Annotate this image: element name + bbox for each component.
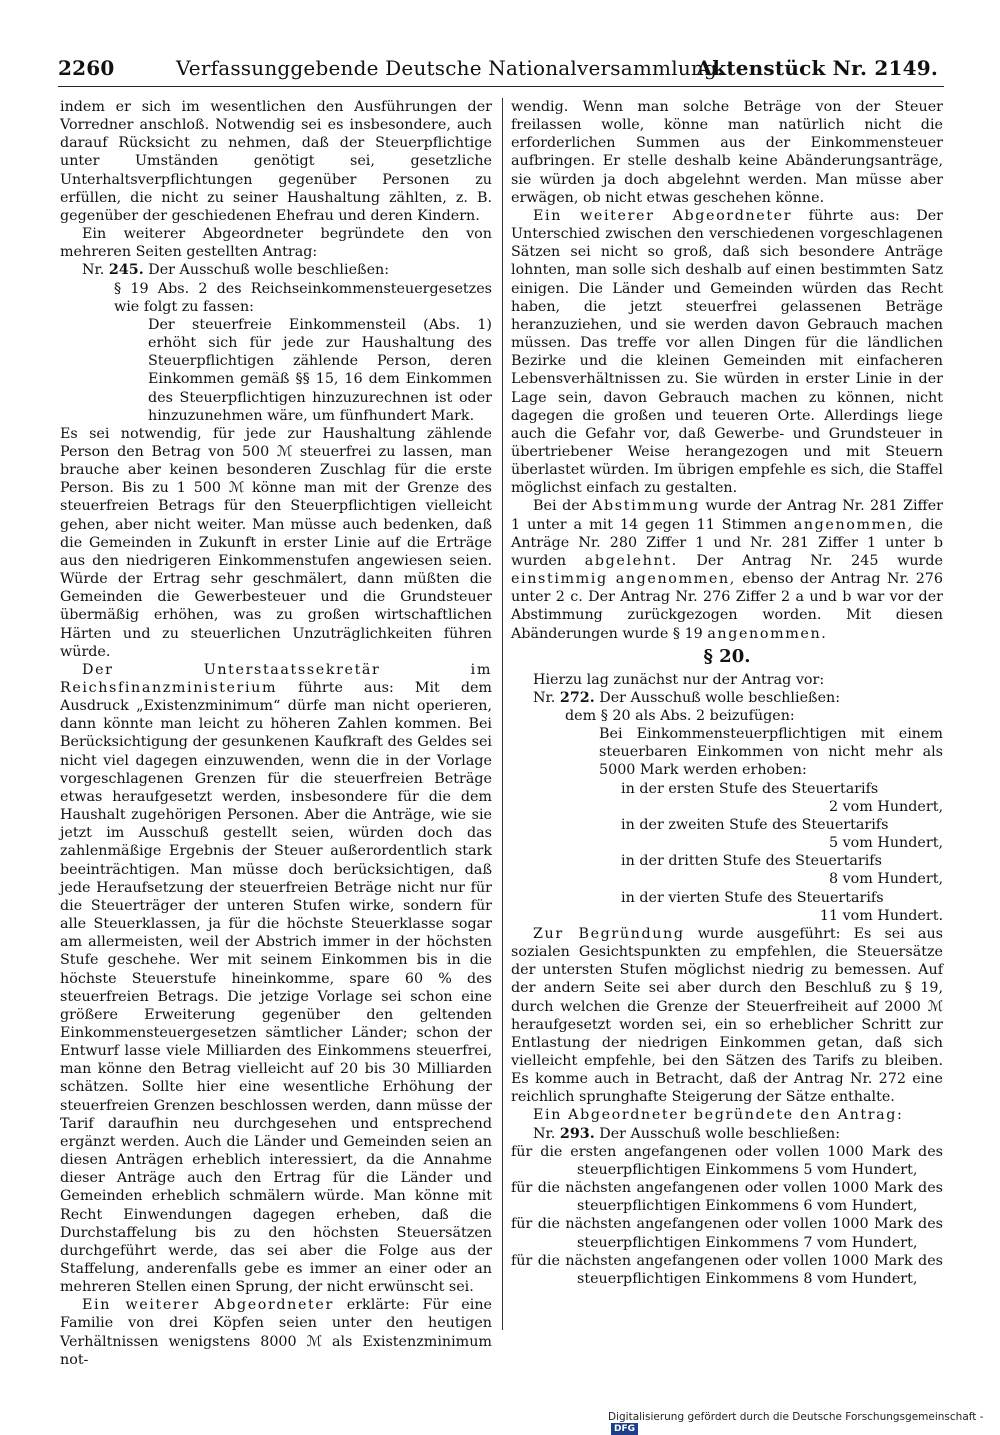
paragraph-text: wurde ausgeführt: Es sei aus sozialen Gesichtspunkten zu empfehlen, die Steuersätze der untersten Stufen möglichst niedrig zu bemessen. Auf der andern Seite sei aber durch den Beschluß zu § 19, durch welchen die Grenze der Steuerfreiheit auf 2000 ℳ heraufgesetzt worden sei, ein so erheblicher Schritt zur Entlastung der niedrigen Einkommen getan, daß sich vielleicht empfehle, bei den Sätzen des Tarifs zu bleiben. Es komme auch in Betracht, daß der Antrag Nr. 272 eine reichlich sprunghafte Steigerung der Sätze enthalte. bbox=[511, 925, 943, 1106]
motion-293-heading bbox=[511, 1125, 943, 1143]
text: wurde der Antrag Nr. 281 Ziffer 1 unter a mit 14 gegen 11 Stimmen bbox=[511, 498, 943, 533]
paragraph-text: führte aus: Mit dem Ausdruck „Existenzminimum“ dürfe man nicht operieren, dann könnte man leicht zu höheren Zahlen kommen. Bei Berücksichtigung der gesunkenen Kaufkraft des Geldes sei nicht viel dagegen einzuwenden, wenn die in der Vorlage vorgeschlagenen Grenzen für die steuerfreien Beträge etwas heraufgesetzt werden, insbesondere für die dem Haushalt zugehörigen Personen. Aber die Anträge, wie sie jetzt im Ausschuß gestellt seien, würden doch das zahlenmäßige Ergebnis der Steuer außerordentlich stark beeinträchtigen. Man müsse doch berücksichtigen, daß jede Heraufsetzung der steuerfreien Beträge nicht nur für die Steuerträger der unteren Stufen wirke, sondern für alle Steuerklassen, ja für die höchste Steuerklasse sogar am allermeisten, weil der Abstrich immer in der höchsten Stufe geschehe. Wer mit seinem Einkommen bis in die höchste Steuerstufe hineinkomme, spare 60 % des steuerfreien Betrags. Die jetzige Vorlage sei schon eine größere Erweiterung gegenüber den geltenden Einkommensteuergesetzen sämtlicher Länder; schon der Entwurf lasse viele Milliarden des Einkommens steuerfrei, man könne den Betrag vielleicht auf 20 bis 30 Milliarden schätzen. Sollte hier eine wesentliche Erhöhung der steuerfreien Grenzen beschlossen werden, dann müsse der Tarif daraufhin neu durchgesehen und entsprechend ergänzt werden. Auch die Länder und Gemeinden seien an diesen Anträgen erheblich interessiert, da die Annahme dieser Anträge auch den Ertrag für die Länder und Gemeinden erheblich schmälern würde. Man könne mit Recht Einwendungen dagegen erheben, daß die Durchstaffelung bis zu den höchsten Steuersätzen durchgeführt werde, das sei aber die Folge aus der Staffelung, anderenfalls gebe es immer an einer oder an mehreren Stellen einen Sprung, der nicht erwünscht sei. bbox=[60, 680, 492, 1296]
section-heading: § 20. bbox=[703, 645, 751, 667]
left-column bbox=[60, 98, 492, 1369]
vote-paragraph bbox=[511, 497, 943, 642]
text: ebenso der Antrag Nr. 276 unter 2 c. Der Antrag Nr. 276 Ziffer 2 a und b war vor der Abstimmung zurückgezogen worden. Mit diesen Abänderungen wurde § 19 bbox=[511, 571, 944, 642]
header-title: Verfassunggebende Deutsche Nationalversammlung. bbox=[176, 56, 724, 80]
motion-272-clause: dem § 20 als Abs. 2 beizufügen: bbox=[565, 708, 795, 724]
bracket-list bbox=[511, 1143, 943, 1288]
right-column bbox=[511, 98, 943, 1288]
paragraph: wendig. Wenn man solche Beträge von der Steuer freilassen wolle, könne man natürlich nicht die erforderlichen Summen aus der Einkommensteuer aufbringen. Er stelle deshalb keine Abänderungsanträge, sie würden ja doch abgelehnt werden. Man müsse aber erwägen, ob nicht etwas geschehen könne. bbox=[511, 99, 943, 206]
rate-stage: in der ersten Stufe des Steuertarifs bbox=[621, 780, 879, 797]
motion-number: 293. bbox=[559, 1125, 595, 1142]
motion-245-body: Der steuerfreie Einkommensteil (Abs. 1) erhöht sich für jede zur Haushaltung des Steuerpflichtigen zählende Person, deren Einkommen gemäß §§ 15, 16 dem Einkommen des Steuerpflichtigen hinzuzurechnen ist oder hinzuzunehmen wäre, um fünfhundert Mark. bbox=[148, 316, 492, 424]
speaker: Ein weiterer Abgeordneter bbox=[533, 207, 793, 224]
paragraph: Ein Abgeordneter begründete den Antrag: bbox=[533, 1107, 904, 1124]
motion-text: Der Ausschuß wolle beschließen: bbox=[599, 1125, 841, 1142]
bracket-item: für die nächsten angefangenen oder vollen 1000 Mark des steuerpflichtigen Einkommens 6 vom Hundert, bbox=[511, 1180, 943, 1215]
paragraph bbox=[60, 1296, 492, 1369]
paragraph: indem er sich im wesentlichen den Ausführungen der Vorredner anschloß. Notwendig sei es insbesondere, auch darauf Rücksicht zu nehmen, daß der Steuerpflichtige unter Umständen genötigt sei, gesetzliche Unterhaltsverpflichtungen gegenüber Personen zu erfüllen, die nicht zu seiner Haushaltung zählten, z. B. gegenüber der geschiedenen Ehefrau und deren Kindern. bbox=[60, 99, 492, 224]
rate-stage: in der dritten Stufe des Steuertarifs bbox=[621, 853, 882, 870]
rate-value: 11 vom Hundert. bbox=[819, 907, 943, 924]
result-word: angenommen, bbox=[793, 516, 914, 533]
paragraph bbox=[511, 207, 943, 498]
paragraph-text: erklärte: Für eine Familie von drei Köpfen seien unter den heutigen Verhältnissen wenigstens 8000 ℳ als Existenzminimum not- bbox=[60, 1297, 493, 1368]
text: Bei der bbox=[533, 498, 587, 515]
speaker: Ein weiterer Abgeordneter bbox=[82, 1297, 334, 1314]
bracket-item: für die ersten angefangenen oder vollen 1000 Mark des steuerpflichtigen Einkommens 5 vom Hundert, bbox=[511, 1143, 943, 1178]
motion-272-body: Bei Einkommensteuerpflichtigen mit einem steuerbaren Einkommen von nicht mehr als 5000 Mark werden erhoben: bbox=[599, 726, 943, 779]
rate-value: 2 vom Hundert, bbox=[828, 798, 943, 815]
paragraph bbox=[60, 661, 492, 1296]
motion-prefix: Nr. bbox=[533, 1125, 556, 1142]
motion-245-clause: § 19 Abs. 2 des Reichseinkommensteuergesetzes wie folgt zu fassen: bbox=[114, 280, 492, 315]
text: Der Antrag Nr. 245 wurde bbox=[696, 552, 943, 569]
motion-272-heading bbox=[511, 689, 943, 707]
result-word: einstimmig angenommen, bbox=[511, 571, 736, 588]
document-number: Aktenstück Nr. 2149. bbox=[696, 56, 938, 80]
text: die Anträge Nr. 280 Ziffer 1 und Nr. 281 Ziffer 1 unter b wurden bbox=[511, 516, 944, 569]
page-header bbox=[58, 52, 944, 87]
motion-number: 272. bbox=[559, 689, 595, 706]
page-number: 2260 bbox=[58, 56, 115, 80]
rate-value: 8 vom Hundert, bbox=[828, 871, 943, 888]
bracket-item: für die nächsten angefangenen oder vollen 1000 Mark des steuerpflichtigen Einkommens 7 vom Hundert, bbox=[511, 1216, 943, 1251]
paragraph bbox=[511, 925, 943, 1107]
motion-text: Der Ausschuß wolle beschließen: bbox=[148, 262, 390, 279]
paragraph: Es sei notwendig, für jede zur Haushaltung zählende Person den Betrag von 500 ℳ steuerfrei zu lassen, man brauche aber keinen besonderen Zuschlag für die erste Person. Bis zu 1 500 ℳ könne man mit der Grenze des steuerfreien Betrags für den Steuerpflichtigen vielleicht gehen, aber nicht weiter. Man müsse auch bedenken, daß die Gemeinden in Zukunft in erster Linie auf die Erträge aus den niedrigeren Einkommenstufen angewiesen seien. Würde der Ertrag sehr geschmälert, dann müßten die Gemeinden die Gewerbesteuer und die Grundsteuer übermäßig erhöhen, was zu großen wirtschaftlichen Härten und zu steuerlichen Unzuträglichkeiten führen würde. bbox=[60, 425, 492, 660]
paragraph: Hierzu lag zunächst nur der Antrag vor: bbox=[533, 671, 825, 688]
paragraph-text: führte aus: Der Unterschied zwischen den verschiedenen vorgeschlagenen Sätzen sei nicht so groß, daß sich besondere Anträge lohnten, man solle sich deshalb auf einen bestimmten Satz einigen. Die Länder und Gemeinden würden das Recht haben, die jetzt steuerfrei gelassenen Beträge heranzuziehen, und sie werden davon Gebrauch machen müssen. Das treffe vor allen Dingen für die ländlichen Bezirke und die kleinen Gemeinden mit einfacheren Lebensverhältnissen zu. Sie würden in erster Linie in der Lage sein, davon Gebrauch machen zu können, nicht dagegen die großen und teueren Orte. Allerdings liege auch die Gefahr vor, daß Gewerbe- und Grundsteuer in übertriebener Weise herangezogen und mit Steuern überlastet würden. Im übrigen empfehle es sich, die Staffel möglichst einfach zu gestalten. bbox=[511, 207, 943, 497]
paragraph: Ein weiterer Abgeordneter begründete den von mehreren Seiten gestellten Antrag: bbox=[60, 226, 492, 261]
motion-prefix: Nr. bbox=[533, 689, 556, 706]
digitization-footer bbox=[608, 1411, 988, 1434]
rate-stage: in der vierten Stufe des Steuertarifs bbox=[621, 889, 884, 906]
motion-text: Der Ausschuß wolle beschließen: bbox=[599, 689, 841, 706]
dfg-logo: DFG bbox=[611, 1423, 638, 1435]
rate-stage: in der zweiten Stufe des Steuertarifs bbox=[621, 816, 889, 833]
motion-prefix: Nr. bbox=[82, 262, 105, 279]
result-word: abgelehnt. bbox=[584, 552, 678, 569]
speaker: Zur Begründung bbox=[533, 925, 685, 942]
motion-number: 245. bbox=[108, 262, 144, 279]
bracket-item: für die nächsten angefangenen oder vollen 1000 Mark des steuerpflichtigen Einkommens 8 vom Hundert, bbox=[511, 1252, 943, 1287]
column-divider bbox=[502, 98, 503, 1330]
rate-value: 5 vom Hundert, bbox=[828, 835, 943, 852]
footer-text: Digitalisierung gefördert durch die Deutsche Forschungsgemeinschaft - bbox=[608, 1411, 984, 1423]
motion-245-heading bbox=[60, 261, 492, 279]
speaker: Der Unterstaatssekretär im Reichsfinanzministerium bbox=[60, 661, 492, 696]
result-word: angenommen. bbox=[707, 625, 828, 642]
vote-word: Abstimmung bbox=[592, 498, 700, 515]
rate-list bbox=[511, 780, 943, 925]
